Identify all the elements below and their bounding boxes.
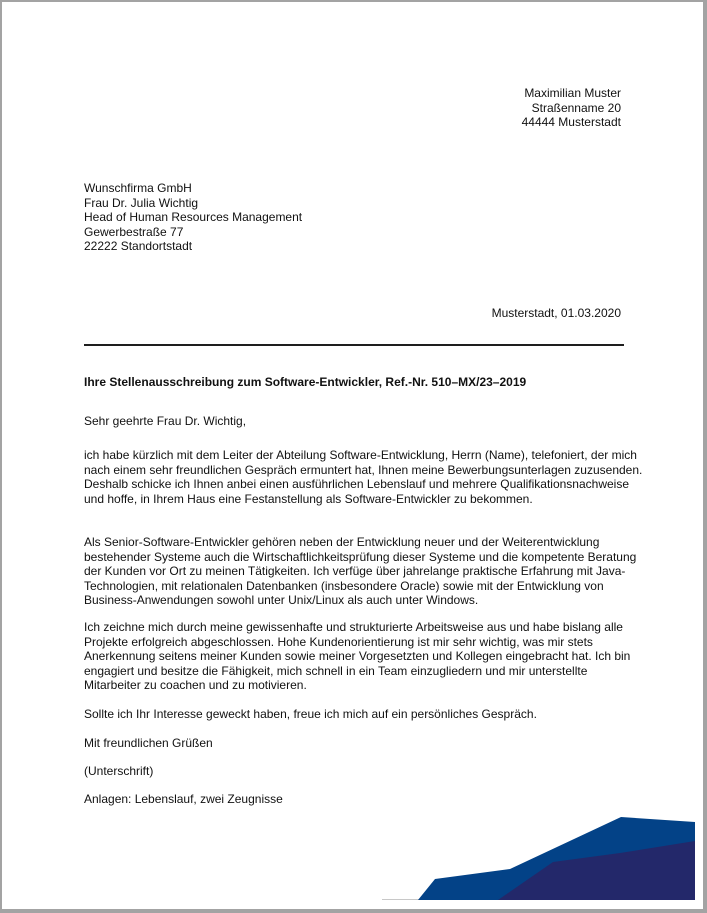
signature-placeholder: (Unterschrift) xyxy=(84,764,154,778)
body-paragraph-2: Als Senior-Software-Entwickler gehören neben der Entwicklung neuer und der Weiterentwicklung bestehender Systeme auch die Wirtschaftlichkeitsprüfung dieser Systeme und die kompetente Beratung der Kunden vor Ort zu meinen Tätigkeiten. Ich verfüge über jahrelange praktische Erfahrung mit Java-Technologien, mit relationalen Datenbanken (insbesondere Oracle) sowie mit der Entwicklung von Business-Anwendungen sowohl unter Unix/Linux als auch unter Windows. xyxy=(84,535,637,608)
sender-name: Maximilian Muster xyxy=(524,86,621,100)
date-line: Musterstadt, 01.03.2020 xyxy=(491,306,621,320)
sender-city: 44444 Musterstadt xyxy=(521,115,621,130)
closing: Mit freundlichen Grüßen xyxy=(84,736,213,750)
sender-address xyxy=(522,86,621,130)
recipient-city: 22222 Standortstadt xyxy=(84,239,193,254)
recipient-street: Gewerbestraße 77 xyxy=(84,224,184,239)
recipient-company: Wunschfirma GmbH xyxy=(84,181,192,195)
enclosures: Anlagen: Lebenslauf, zwei Zeugnisse xyxy=(84,792,283,806)
body-paragraph-4: Sollte ich Ihr Interesse geweckt haben, freue ich mich auf ein persönliches Gespräch. xyxy=(84,707,537,721)
body-paragraph-3: Ich zeichne mich durch meine gewissenhafte und strukturierte Arbeitsweise aus und habe bislang alle Projekte erfolgreich abgeschlossen. Hohe Kundenorientierung ist mir sehr wichtig, was mir stets Anerkennung seitens meiner Kunden sowie meiner Vorgesetzten und Kollegen eingebracht hat. Ich bin engagiert und besitze die Fähigkeit, mich schnell in ein Team einzugliedern und mir unterstellte Mitarbeiter zu coachen und zu motivieren. xyxy=(84,620,631,693)
sender-street: Straßenname 20 xyxy=(531,100,621,115)
subject-line: Ihre Stellenausschreibung zum Software-Entwickler, Ref.-Nr. 510–MX/23–2019 xyxy=(84,375,527,389)
recipient-person: Frau Dr. Julia Wichtig xyxy=(84,195,199,210)
recipient-address xyxy=(84,181,302,254)
salutation: Sehr geehrte Frau Dr. Wichtig, xyxy=(84,414,247,428)
body-paragraph-1: ich habe kürzlich mit dem Leiter der Abteilung Software-Entwicklung, Herrn (Name), telefoniert, der mich nach einem sehr freundlichen Gespräch ermuntert hat, Ihnen meine Bewerbungsunterlagen zuzusenden. Deshalb schicke ich Ihnen anbei einen ausführlichen Lebenslauf und mehrere Qualifikationsnachweise und hoffe, in Ihrem Haus eine Festanstellung als Software-Entwickler zu bekommen. xyxy=(84,448,643,506)
recipient-position: Head of Human Resources Management xyxy=(84,210,303,225)
horizontal-rule xyxy=(84,344,624,346)
